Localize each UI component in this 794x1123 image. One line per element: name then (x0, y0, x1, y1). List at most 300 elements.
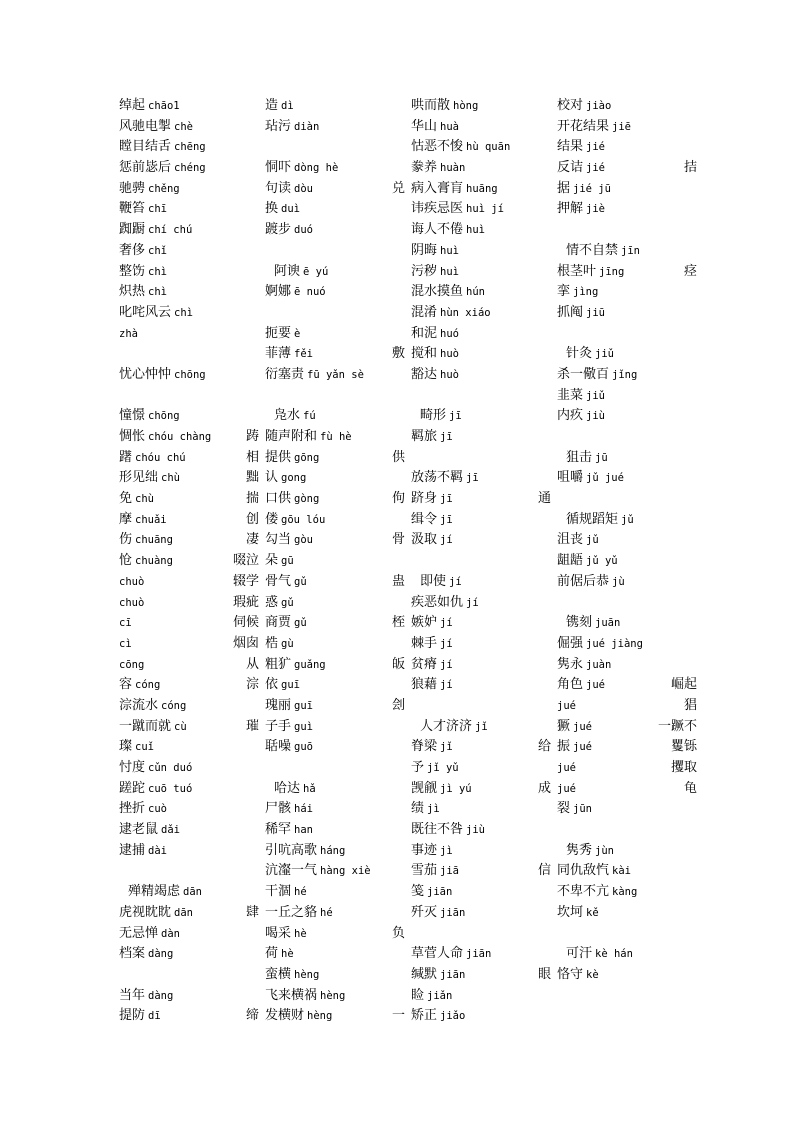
entry-pinyin: gù (281, 637, 294, 650)
vocab-entry (265, 179, 405, 200)
entry-word: 狼藉 (411, 677, 438, 693)
vocab-entry (557, 468, 697, 489)
vocab-entry (557, 262, 697, 283)
entry-main (119, 117, 193, 138)
entry-pinyin: gū (281, 555, 294, 568)
vocab-entry (557, 655, 697, 676)
blank-line (119, 861, 259, 882)
entry-word: 雪茄 (411, 863, 438, 879)
entry-main (557, 737, 592, 758)
vocab-entry (557, 386, 697, 407)
entry-pinyin: cuò (148, 803, 167, 816)
vocab-entry (557, 510, 697, 531)
entry-word: 瑰丽 (265, 697, 292, 713)
entry-continuation: 相 (245, 449, 259, 465)
entry-word: 朵 (265, 553, 279, 569)
entry-pinyin: chóu chú (135, 451, 186, 464)
entry-pinyin: jiǎn (427, 989, 453, 1002)
entry-word: 绩 (411, 801, 425, 817)
blank-line (411, 386, 551, 407)
entry-word: 押解 (557, 201, 584, 217)
vocab-entry (411, 530, 551, 551)
entry-pinyin: gòu (294, 534, 313, 547)
vocab-entry (411, 220, 551, 241)
vocab-entry (119, 427, 259, 448)
entry-word: 憧憬 (119, 408, 146, 424)
entry-word: 惩前毖后 (119, 160, 172, 176)
entry-word: 忧心忡忡 (119, 366, 172, 382)
entry-pinyin: jiè (586, 203, 605, 216)
entry-main (265, 572, 307, 593)
entry-main (557, 717, 592, 738)
entry-pinyin: huì (440, 244, 459, 257)
entry-word: 偻 (265, 511, 279, 527)
entry-main (119, 737, 154, 758)
entry-continuation: 淙 (245, 677, 259, 693)
entry-pinyin: chōng (148, 410, 180, 423)
entry-pinyin: dān (174, 906, 193, 919)
vocab-entry (119, 241, 259, 262)
entry-main (411, 986, 452, 1007)
vocab-entry (557, 861, 697, 882)
entry-main (420, 406, 462, 427)
vocab-entry (265, 406, 405, 427)
vocab-entry (119, 675, 259, 696)
entry-word: 棘手 (411, 635, 438, 651)
entry-pinyin: hàng xiè (320, 865, 371, 878)
entry-continuation: 缔 (245, 1008, 259, 1024)
entry-pinyin: huì (440, 265, 459, 278)
entry-pinyin: chuàng (135, 555, 173, 568)
entry-main (119, 799, 167, 820)
entry-main (557, 634, 643, 655)
entry-word: 沆瀣一气 (265, 863, 318, 879)
vocab-entry (265, 158, 405, 179)
entry-pinyin: diàn (294, 120, 320, 133)
vocab-entry (119, 717, 259, 738)
entry-word: 根茎叶 (557, 263, 597, 279)
entry-word: 病入膏肓 (411, 180, 464, 196)
vocab-entry (119, 593, 259, 614)
entry-pinyin: jǔ yǔ (586, 555, 618, 568)
vocab-entry (119, 406, 259, 427)
vocab-entry (557, 282, 697, 303)
vocab-entry (411, 944, 551, 965)
entry-main (411, 344, 459, 365)
entry-pinyin: chěng (148, 182, 180, 195)
vocab-entry (119, 758, 259, 779)
entry-main (557, 386, 605, 407)
vocab-entry (265, 220, 405, 241)
entry-word: 搅和 (411, 346, 438, 362)
entry-main (265, 324, 300, 345)
entry-main (411, 324, 459, 345)
entry-word: 一蹴而就 (119, 718, 172, 734)
vocab-entry (265, 696, 405, 717)
entry-pinyin: dàng (148, 989, 174, 1002)
entry-pinyin: juān (595, 617, 621, 630)
entry-word: 觊觎 (411, 780, 438, 796)
vocab-entry (265, 199, 405, 220)
vocab-entry (265, 675, 405, 696)
entry-pinyin: jí (440, 617, 453, 630)
entry-word: 歼灭 (411, 904, 438, 920)
entry-continuation: 矍铄 (670, 739, 697, 755)
entry-word: 即使 (420, 573, 447, 589)
entry-word: 缄默 (411, 966, 438, 982)
entry-main (119, 448, 186, 469)
vocab-entry (119, 634, 259, 655)
entry-continuation: 从 (245, 656, 259, 672)
entry-main (411, 634, 453, 655)
vocab-entry (557, 241, 697, 262)
vocab-entry (557, 779, 697, 800)
entry-main (557, 117, 631, 138)
vocab-entry (557, 179, 697, 200)
entry-pinyin: jiū (586, 306, 605, 319)
entry-main (265, 655, 326, 676)
entry-main (411, 220, 485, 241)
vocab-entry (411, 427, 551, 448)
entry-main (119, 551, 173, 572)
vocab-entry (119, 530, 259, 551)
entry-main (411, 241, 459, 262)
entry-main (411, 820, 485, 841)
entry-pinyin: kài (612, 865, 631, 878)
entry-pinyin: hái (294, 803, 313, 816)
entry-word: 人才济济 (420, 718, 473, 734)
entry-word: 睑 (411, 987, 425, 1003)
entry-pinyin: cī (119, 617, 132, 630)
entry-pinyin: jiān (466, 948, 492, 961)
entry-main (411, 365, 459, 386)
blank-line (557, 220, 697, 241)
entry-main (119, 406, 180, 427)
entry-pinyin: jǐ (440, 741, 453, 754)
entry-word: 飞来横祸 (265, 987, 318, 1003)
entry-pinyin: huò (440, 368, 459, 381)
entry-pinyin: chù (135, 493, 154, 506)
entry-pinyin: hǎ (303, 782, 316, 795)
vocab-entry (119, 199, 259, 220)
entry-main (557, 137, 605, 158)
entry-word: 角色 (557, 677, 584, 693)
vocab-entry (557, 344, 697, 365)
vocab-entry (411, 344, 551, 365)
entry-pinyin: guō (294, 741, 313, 754)
vocab-entry (265, 944, 405, 965)
entry-word: 逮捕 (119, 842, 146, 858)
entry-main (420, 572, 462, 593)
entry-pinyin: han (294, 824, 313, 837)
entry-word: 无忌惮 (119, 925, 159, 941)
entry-pinyin: dī (148, 1010, 161, 1023)
entry-pinyin: hèng (320, 989, 346, 1002)
entry-word: 脊梁 (411, 739, 438, 755)
vocab-entry (119, 262, 259, 283)
entry-main (265, 924, 307, 945)
vocab-entry (411, 137, 551, 158)
vocab-entry (265, 1006, 405, 1027)
vocab-entry (411, 882, 551, 903)
entry-pinyin: jì (440, 844, 453, 857)
entry-main (265, 510, 325, 531)
vocab-entry (411, 510, 551, 531)
entry-main (557, 696, 576, 717)
entry-word: 混水摸鱼 (411, 284, 464, 300)
entry-word: 干涸 (265, 884, 292, 900)
blank-line (265, 241, 405, 262)
entry-continuation: 崛起 (670, 677, 697, 693)
entry-main (265, 944, 294, 965)
entry-main (566, 241, 640, 262)
entry-word: 扼要 (265, 325, 292, 341)
entry-pinyin: jiān (440, 968, 466, 981)
entry-main (411, 799, 440, 820)
entry-word: 反诘 (557, 160, 584, 176)
entry-main (119, 489, 154, 510)
vocab-entry (119, 448, 259, 469)
entry-word: 奢侈 (119, 242, 146, 258)
entry-main (265, 675, 300, 696)
entry-word: 开花结果 (557, 118, 610, 134)
entry-word: 笺 (411, 884, 425, 900)
vocab-entry (265, 427, 405, 448)
entry-word: 可汗 (566, 946, 593, 962)
vocab-entry (557, 717, 697, 738)
entry-main (265, 448, 319, 469)
entry-main (557, 158, 605, 179)
entry-pinyin: jié (586, 162, 605, 175)
entry-main (265, 1006, 332, 1027)
entry-word: 龃龉 (557, 553, 584, 569)
entry-main (119, 1006, 161, 1027)
entry-word: 校对 (557, 98, 584, 113)
entry-continuation: 拮 (683, 160, 697, 176)
vocab-entry (411, 903, 551, 924)
vocab-entry (119, 324, 259, 345)
entry-word: 璨 (119, 739, 133, 755)
entry-pinyin: jí (466, 596, 479, 609)
vocab-entry (411, 241, 551, 262)
entry-word: 同仇敌忾 (557, 863, 610, 879)
entry-main (557, 468, 624, 489)
entry-pinyin: jí (440, 534, 453, 547)
vocab-entry (265, 634, 405, 655)
entry-main (119, 758, 192, 779)
blank-line (265, 303, 405, 324)
entry-continuation: 揣 (245, 491, 259, 507)
entry-pinyin: jī (449, 410, 462, 423)
entry-pinyin: hòng (453, 100, 479, 112)
entry-pinyin: chǐ (148, 244, 167, 257)
entry-pinyin: jiā (440, 865, 459, 878)
entry-word: 粗犷 (265, 656, 292, 672)
vocab-entry (411, 572, 551, 593)
entry-pinyin: jīn (621, 244, 640, 257)
entry-continuation: 烟囱 (232, 635, 259, 651)
entry-pinyin: jué (557, 699, 576, 712)
entry-pinyin: gong (281, 472, 307, 485)
entry-word: 怆 (119, 553, 133, 569)
entry-pinyin: jī (466, 472, 479, 485)
vocab-entry (119, 365, 259, 386)
vocab-entry (119, 903, 259, 924)
entry-word: 荷 (265, 946, 279, 962)
entry-continuation: 给 (537, 739, 551, 755)
entry-word: 豁达 (411, 366, 438, 382)
entry-main (411, 179, 498, 200)
vocab-entry (411, 324, 551, 345)
vocab-entry (557, 737, 697, 758)
entry-main (411, 117, 459, 138)
entry-pinyin: jié jū (573, 182, 611, 195)
entry-word: 梏 (265, 635, 279, 651)
entry-pinyin: jué (557, 782, 576, 795)
entry-main (119, 530, 173, 551)
entry-main (557, 758, 576, 779)
entry-main (265, 468, 306, 489)
column-1 (119, 96, 259, 1027)
entry-pinyin: jí (440, 637, 453, 650)
vocab-entry (411, 675, 551, 696)
entry-pinyin: jǔ (621, 513, 634, 526)
entry-pinyin: guǎng (294, 658, 326, 671)
entry-main (411, 282, 485, 303)
entry-word: 提防 (119, 1008, 146, 1024)
entry-word: 忖度 (119, 760, 146, 775)
entry-pinyin: jué jiàng (586, 637, 643, 650)
blank-line (557, 427, 697, 448)
vocab-entry (557, 613, 697, 634)
entry-pinyin: jǔ (586, 534, 599, 547)
vocab-entry (411, 820, 551, 841)
entry-main (566, 841, 614, 862)
entry-main (265, 551, 294, 572)
entry-main (411, 655, 453, 676)
entry-pinyin: chōng (174, 368, 206, 381)
vocab-entry (265, 861, 405, 882)
entry-word: 踱步 (265, 222, 292, 238)
entry-word: 虎视眈眈 (119, 904, 172, 920)
entry-pinyin: hún (466, 286, 485, 299)
entry-word: 聒噪 (265, 739, 292, 755)
vocab-entry (119, 489, 259, 510)
entry-pinyin: huì (466, 224, 485, 237)
vocab-entry (411, 199, 551, 220)
entry-word: 振 (557, 739, 571, 755)
entry-continuation: 一 (391, 1008, 405, 1024)
entry-word: 予 (411, 760, 425, 775)
entry-pinyin: jù (612, 575, 625, 588)
vocab-entry (411, 758, 551, 779)
entry-continuation: 踌 (245, 429, 259, 444)
entry-pinyin: dān (183, 886, 202, 899)
entry-word: 当年 (119, 987, 146, 1003)
vocab-entry (557, 634, 697, 655)
blank-line (557, 924, 697, 945)
blank-line (119, 386, 259, 407)
entry-continuation: 通 (537, 491, 551, 507)
entry-word: 诲人不倦 (411, 222, 464, 238)
entry-main (119, 303, 193, 324)
vocab-entry (557, 365, 697, 386)
entry-word: 矫正 (411, 1008, 438, 1024)
entry-word: 畸形 (420, 408, 447, 424)
entry-word: 嫉妒 (411, 615, 438, 631)
entry-pinyin: jiù (466, 824, 485, 837)
vocab-entry (119, 613, 259, 634)
entry-word: 绰起 (119, 98, 146, 113)
entry-pinyin: chéng (174, 162, 206, 175)
vocab-entry (119, 572, 259, 593)
entry-main (557, 365, 637, 386)
entry-continuation: 刽 (391, 697, 405, 713)
entry-word: 骨气 (265, 573, 292, 589)
entry-main (274, 779, 316, 800)
vocab-entry (411, 634, 551, 655)
entry-word: 发横财 (265, 1008, 305, 1024)
entry-main (265, 986, 345, 1007)
entry-pinyin: dòng hè (294, 162, 339, 175)
entry-pinyin: jī (440, 431, 453, 443)
vocab-entry (265, 489, 405, 510)
entry-pinyin: chù (161, 472, 180, 485)
vocab-entry (119, 510, 259, 531)
entry-word: 循规蹈矩 (566, 511, 619, 527)
entry-main (411, 1006, 465, 1027)
vocab-entry (119, 220, 259, 241)
entry-pinyin: chì (148, 286, 167, 299)
entry-pinyin: hé (294, 886, 307, 899)
entry-main (119, 944, 173, 965)
entry-main (557, 799, 592, 820)
vocab-entry (265, 965, 405, 986)
entry-pinyin: fěi (294, 348, 313, 361)
entry-main (557, 551, 618, 572)
entry-word: 结果 (557, 139, 584, 155)
entry-pinyin: jǐ (475, 720, 488, 733)
entry-main (566, 344, 614, 365)
column-3 (411, 96, 551, 1027)
entry-pinyin: chè (174, 120, 193, 133)
entry-main (265, 841, 345, 862)
entry-continuation: 辍学 (232, 573, 259, 589)
entry-word: 惆怅 (119, 429, 146, 444)
entry-word: 阿谀 (274, 263, 301, 279)
vocab-entry (411, 179, 551, 200)
entry-pinyin: jiǎo (440, 1010, 466, 1023)
vocab-entry (411, 593, 551, 614)
vocab-entry (557, 406, 697, 427)
entry-pinyin: duì (281, 203, 300, 216)
entry-pinyin: chì (174, 306, 193, 319)
entry-main (265, 117, 319, 138)
vocab-entry (265, 448, 405, 469)
entry-pinyin: huó (440, 327, 459, 340)
entry-word: 口供 (265, 491, 292, 507)
vocab-entry (557, 551, 697, 572)
entry-pinyin: chēng (174, 141, 206, 154)
entry-pinyin: è (294, 327, 301, 340)
vocab-entry (265, 593, 405, 614)
entry-main (119, 282, 167, 303)
entry-pinyin: jīng (599, 265, 625, 278)
entry-continuation: 瑕疵 (232, 594, 259, 610)
blank-line (411, 448, 551, 469)
vocab-entry (411, 841, 551, 862)
entry-continuation: 敷 (391, 346, 405, 362)
